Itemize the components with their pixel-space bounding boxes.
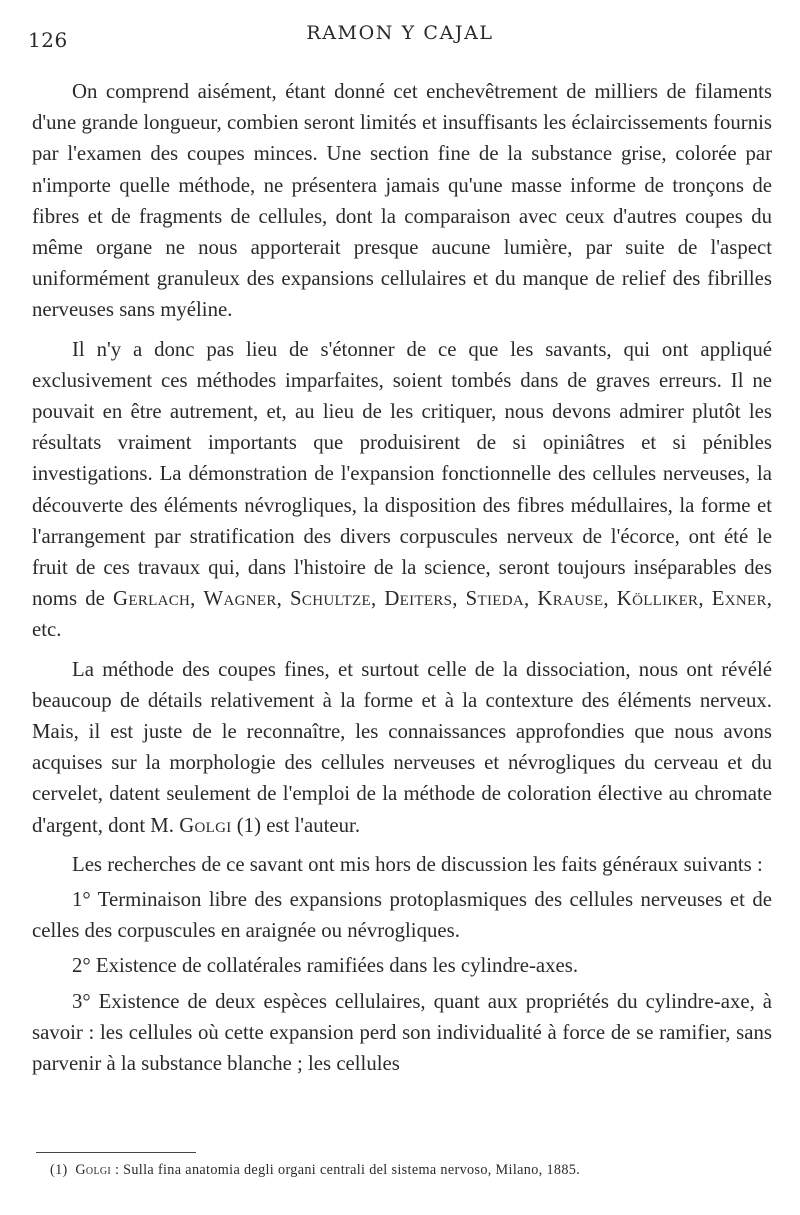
author-name: Stieda <box>465 587 525 611</box>
footnote-text: : Sulla fina anatomia degli organi centrali del sistema nervoso, Milano, 1885. <box>114 1162 581 1178</box>
footnote-author: Golgi <box>75 1162 112 1178</box>
paragraph-3-end: (1) est l'auteur. <box>236 813 361 837</box>
author-name: Exner <box>711 587 767 611</box>
running-head: RAMON Y CAJAL <box>306 22 494 44</box>
body-text <box>32 76 772 1083</box>
paragraph-3 <box>32 654 772 841</box>
page-number: 126 <box>28 28 68 52</box>
paragraph-1: On comprend aisément, étant donné cet enchevêtrement de milliers de filaments d'une grande longueur, combien seront limités et insuffisants les éclaircissements fournis par l'examen des coupes minces. Une section fine de la substance grise, colorée par n'importe quelle méthode, ne présentera jamais qu'une masse informe de tronçons de fibres et de fragments de cellules, dont la comparaison avec ceux d'autres coupes du même organe ne nous apporterait presque aucune lumière, par suite de l'aspect uniformément granuleux des expansions cellulaires et du manque de relief des fibrilles nerveuses sans myéline. <box>32 80 772 322</box>
author-name: Schultze <box>290 587 371 611</box>
paragraph-4: Les recherches de ce savant ont mis hors de discussion les faits généraux suivants : <box>72 852 763 876</box>
footnote <box>50 1162 770 1179</box>
page-header <box>28 22 772 52</box>
paragraph-3-text: La méthode des coupes fines, et surtout celle de la dissociation, nous ont révélé beaucoup de détails relativement à la forme et à la contexture des éléments nerveux. Mais, il est juste de le reconnaître, les connaissances approfondies que nous avons acquises sur la morphologie des cellules nerveuses et névrogliques du cerveau et du cervelet, datent seulement de l'emploi de la méthode de coloration élective au chromate d'argent, dont M. <box>32 657 772 837</box>
list-item-1: 1° Terminaison libre des expansions protoplasmiques des cellules nerveuses et de celles des corpuscules en araignée ou névrogliques. <box>32 888 772 943</box>
author-name: Krause <box>537 587 604 611</box>
author-name: Gerlach <box>113 587 191 611</box>
paragraph-2-end: etc. <box>32 618 62 642</box>
author-name: Kölliker <box>616 587 699 611</box>
footnote-divider <box>36 1152 196 1153</box>
author-name-golgi: Golgi <box>179 813 232 837</box>
paragraph-2: Il n'y a donc pas lieu de s'étonner de ce que les savants, qui ont appliqué exclusivement ces méthodes imparfaites, soient tombés dans de graves erreurs. Il ne pouvait en être autrement, et, au lieu de les critiquer, nous devons admirer plutôt les résultats vraiment importants que produisirent de si opiniâtres et si pénibles investigations. La démonstration de l'expansion fonctionnelle des cellules nerveuses, la découverte des éléments névrogliques, la disposition des fibres médullaires, la forme et l'arrangement par stratification des divers corpuscules nerveux de l'écorce, ont été le fruit de ces travaux qui, dans l'histoire de la science, seront toujours inséparables des noms de Gerlach, Wagner, Schultze, Deiters, Stieda, Krause, Kölliker, Exner, etc. <box>32 337 772 642</box>
author-name: Deiters <box>384 587 453 611</box>
author-name: Wagner <box>203 587 277 611</box>
paragraph-2-text: Il n'y a donc pas lieu de s'étonner de ce que les savants, qui ont appliqué exclusivement ces méthodes imparfaites, soient tombés dans de graves erreurs. Il ne pouvait en être autrement, et, au lieu de les critiquer, nous devons admirer plutôt les résultats vraiment importants que produisirent de si opiniâtres et si pénibles investigations. La démonstration de l'expansion fonctionnelle des cellules nerveuses, la découverte des éléments névrogliques, la disposition des fibres médullaires, la forme et l'arrangement par stratification des divers corpuscules nerveux de l'écorce, ont été le fruit de ces travaux qui, dans l'histoire de la science, seront toujours inséparables des noms de <box>32 337 772 611</box>
list-item-3: 3° Existence de deux espèces cellulaires, quant aux propriétés du cylindre-axe, à savoir : les cellules où cette expansion perd son individualité à force de se ramifier, sans parvenir à la substance blanche ; les cellules <box>32 989 772 1076</box>
footnote-marker: (1) <box>50 1162 68 1178</box>
list-item-2: 2° Existence de collatérales ramifiées dans les cylindre-axes. <box>72 954 579 978</box>
